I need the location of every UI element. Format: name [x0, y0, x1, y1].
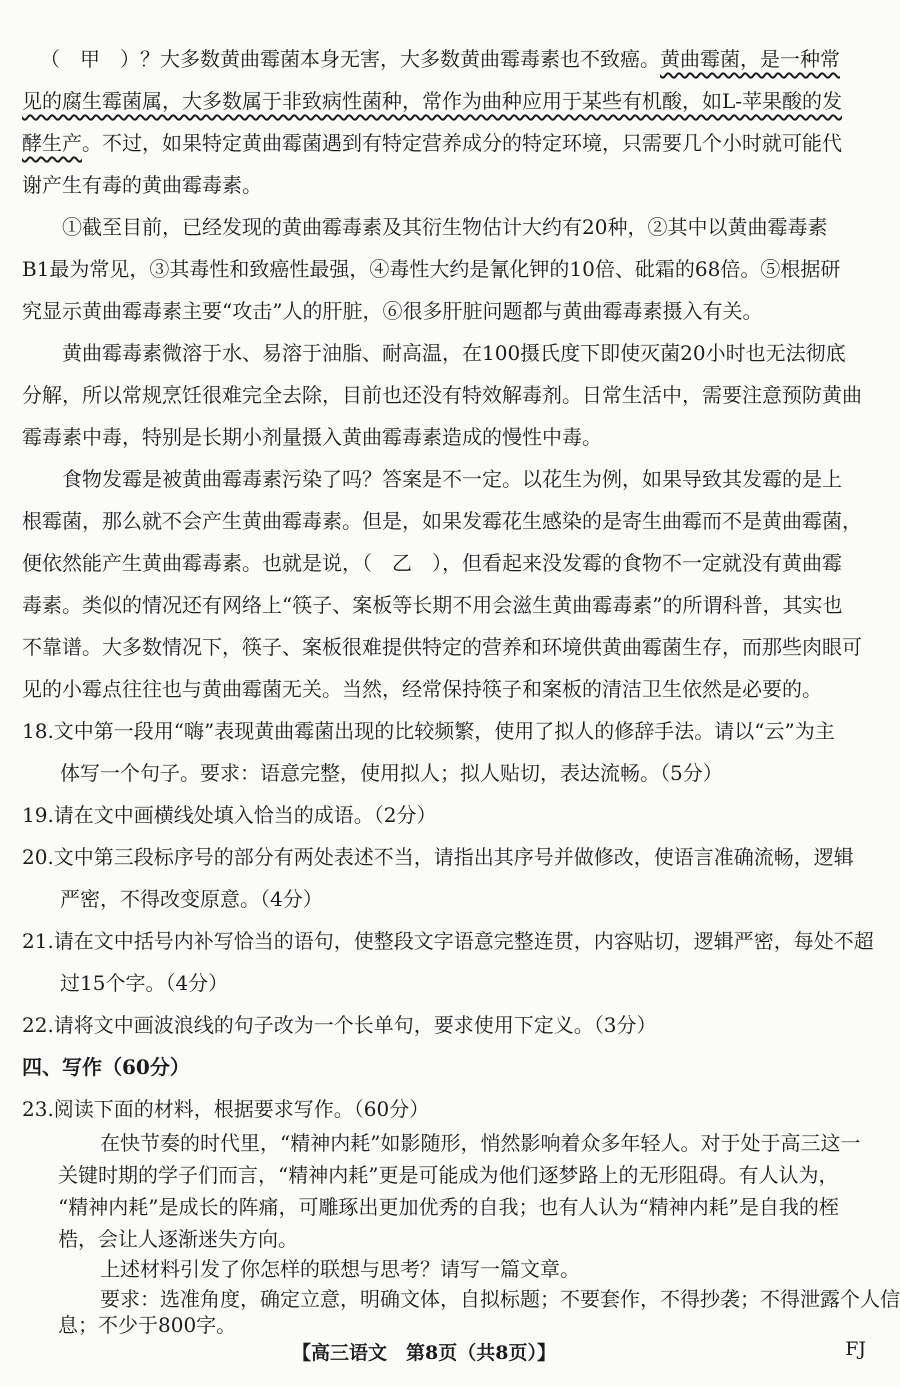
passage-text: （ 甲 ）？大多数黄曲霉菌本身无害，大多数黄曲霉毒素也不致癌。	[40, 47, 660, 71]
passage-line: ①截至目前，已经发现的黄曲霉毒素及其衍生物估计大约有20种，②其中以黄曲霉毒素	[62, 215, 828, 239]
writing-requirements: 要求：选准角度，确定立意，明确文体，自拟标题；不要套作，不得抄袭；不得泄露个人信	[100, 1287, 900, 1311]
passage-line: 毒素。类似的情况还有网络上“筷子、案板等长期不用会滋生黄曲霉毒素”的所谓科普，其实也	[22, 593, 843, 617]
footer-page-label: 【高三语文 第8页（共8页）】	[292, 1342, 556, 1364]
writing-requirements: 息；不少于800字。	[58, 1313, 237, 1337]
footer-code: FJ	[845, 1338, 866, 1360]
question-18-cont: 体写一个句子。要求：语意完整，使用拟人；拟人贴切，表达流畅。（5分）	[60, 761, 723, 785]
question-21-cont: 过15个字。（4分）	[60, 971, 229, 995]
passage-line: 究显示黄曲霉毒素主要“攻击”人的肝脏，⑥很多肝脏问题都与黄曲霉毒素摄入有关。	[22, 299, 763, 323]
passage-line	[40, 44, 840, 74]
passage-line: 不靠谱。大多数情况下，筷子、案板很难提供特定的营养和环境供黄曲霉菌生存，而那些肉眼可	[22, 635, 862, 659]
question-22: 22.请将文中画波浪线的句子改为一个长单句，要求使用下定义。（3分）	[22, 1013, 657, 1037]
wavy-underlined-sentence: 黄曲霉菌，是一种常	[660, 47, 840, 71]
section-title: 四、写作（60分）	[22, 1055, 190, 1079]
material-line: 梏，会让人逐渐迷失方向。	[58, 1227, 298, 1251]
passage-line: 食物发霉是被黄曲霉毒素污染了吗？答案是不一定。以花生为例，如果导致其发霉的是上	[62, 467, 842, 491]
passage-line: 根霉菌，那么就不会产生黄曲霉毒素。但是，如果发霉花生感染的是寄生曲霉而不是黄曲霉菌，	[22, 509, 862, 533]
wavy-underlined-sentence: 见的腐生霉菌属，大多数属于非致病性菌种，常作为曲种应用于某些有机酸，如L-苹果酸的发	[22, 89, 843, 113]
material-line: 在快节奏的时代里，“精神内耗”如影随形，悄然影响着众多年轻人。对于处于高三这一	[100, 1131, 861, 1155]
wavy-underlined-sentence: 酵生产	[22, 131, 82, 155]
question-20-cont: 严密，不得改变原意。（4分）	[60, 887, 323, 911]
question-23: 23.阅读下面的材料，根据要求写作。（60分）	[22, 1097, 430, 1121]
writing-prompt: 上述材料引发了你怎样的联想与思考？请写一篇文章。	[100, 1257, 580, 1281]
passage-line: 分解，所以常规烹饪很难完全去除，目前也还没有特效解毒剂。日常生活中，需要注意预防黄曲	[22, 383, 862, 407]
passage-line: B1最为常见，③其毒性和致癌性最强，④毒性大约是氰化钾的10倍、砒霜的68倍。⑤根据研	[22, 257, 841, 281]
passage-line	[22, 86, 842, 116]
passage-line: 霉毒素中毒，特别是长期小剂量摄入黄曲霉毒素造成的慢性中毒。	[22, 425, 602, 449]
question-18: 18.文中第一段用“嗨”表现黄曲霉菌出现的比较频繁，使用了拟人的修辞手法。请以“云”为主	[22, 719, 835, 743]
page-footer	[0, 1338, 900, 1368]
passage-line: 便依然能产生黄曲霉毒素。也就是说，（ 乙 ），但看起来没发霉的食物不一定就没有黄曲霉	[22, 551, 842, 575]
passage-line: 黄曲霉毒素微溶于水、易溶于油脂、耐高温，在100摄氏度下即使灭菌20小时也无法彻底	[62, 341, 846, 365]
passage-line: 谢产生有毒的黄曲霉毒素。	[22, 173, 262, 197]
question-20: 20.文中第三段标序号的部分有两处表述不当，请指出其序号并做修改，使语言准确流畅，逻辑	[22, 845, 854, 869]
passage-line: 见的小霉点往往也与黄曲霉菌无关。当然，经常保持筷子和案板的清洁卫生依然是必要的。	[22, 677, 822, 701]
material-line: 关键时期的学子们而言，“精神内耗”更是可能成为他们逐梦路上的无形阻碍。有人认为，	[58, 1163, 839, 1187]
question-19: 19.请在文中画横线处填入恰当的成语。（2分）	[22, 803, 437, 827]
passage-line	[22, 128, 842, 158]
material-line: “精神内耗”是成长的阵痛，可雕琢出更加优秀的自我；也有人认为“精神内耗”是自我的桎	[58, 1195, 839, 1219]
question-21: 21.请在文中括号内补写恰当的语句，使整段文字语意完整连贯，内容贴切，逻辑严密，每处不超	[22, 929, 874, 953]
passage-text: 。不过，如果特定黄曲霉菌遇到有特定营养成分的特定环境，只需要几个小时就可能代	[82, 131, 842, 155]
